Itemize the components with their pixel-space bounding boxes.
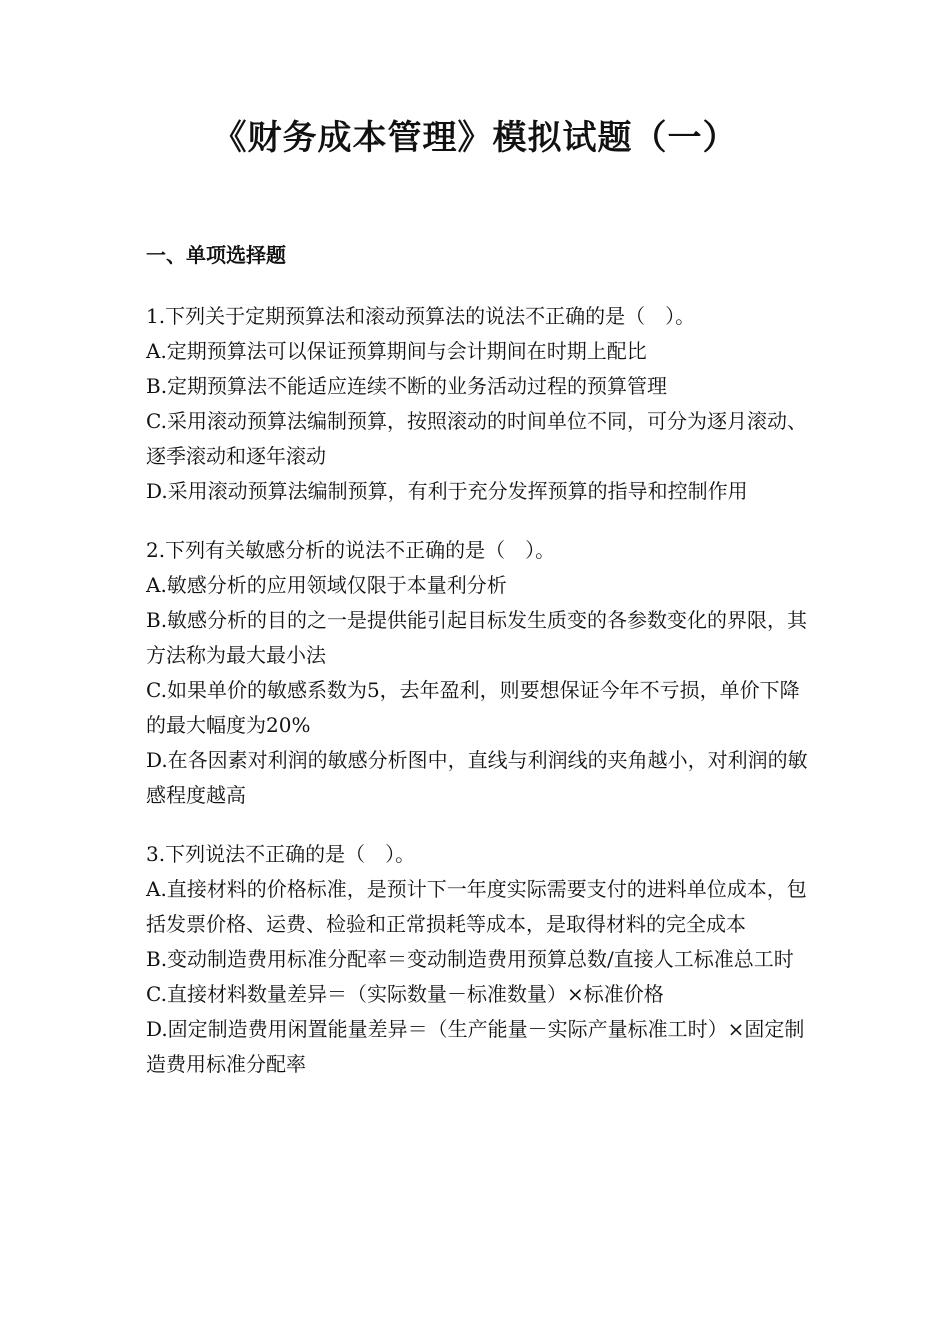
- option-a: A.敏感分析的应用领域仅限于本量利分析: [146, 573, 507, 597]
- question-stem: 2.下列有关敏感分析的说法不正确的是（ ）。: [146, 538, 556, 562]
- question-stem: 1.下列关于定期预算法和滚动预算法的说法不正确的是（ ）。: [146, 304, 696, 328]
- question-stem: 3.下列说法不正确的是（ ）。: [146, 842, 416, 866]
- question-list: [146, 299, 810, 1106]
- document-title: 《财务成本管理》模拟试题（一）: [212, 118, 738, 158]
- option-b: B.变动制造费用标准分配率＝变动制造费用预算总数/直接人工标准总工时: [146, 947, 794, 971]
- question-2: [146, 533, 810, 813]
- option-a: A.定期预算法可以保证预算期间与会计期间在时期上配比: [146, 339, 647, 363]
- option-d: D.固定制造费用闲置能量差异＝（生产能量－实际产量标准工时）×固定制造费用标准分配率: [146, 1017, 805, 1076]
- option-d: D.采用滚动预算法编制预算，有利于充分发挥预算的指导和控制作用: [146, 479, 748, 503]
- option-c: C.直接材料数量差异＝（实际数量－标准数量）×标准价格: [146, 982, 664, 1006]
- option-d: D.在各因素对利润的敏感分析图中，直线与利润线的夹角越小，对利润的敏感程度越高: [146, 748, 808, 807]
- question-1: [146, 299, 810, 509]
- option-a: A.直接材料的价格标准，是预计下一年度实际需要支付的进料单位成本，包括发票价格、运费、检验和正常损耗等成本，是取得材料的完全成本: [146, 877, 807, 936]
- option-b: B.敏感分析的目的之一是提供能引起目标发生质变的各参数变化的界限，其方法称为最大最小法: [146, 608, 808, 667]
- section-heading: 一、单项选择题: [146, 243, 286, 267]
- option-b: B.定期预算法不能适应连续不断的业务活动过程的预算管理: [146, 374, 668, 398]
- option-c: C.采用滚动预算法编制预算，按照滚动的时间单位不同，可分为逐月滚动、逐季滚动和逐年滚动: [146, 409, 807, 468]
- question-3: [146, 837, 810, 1082]
- option-c: C.如果单价的敏感系数为5，去年盈利，则要想保证今年不亏损，单价下降的最大幅度为20%: [146, 678, 800, 737]
